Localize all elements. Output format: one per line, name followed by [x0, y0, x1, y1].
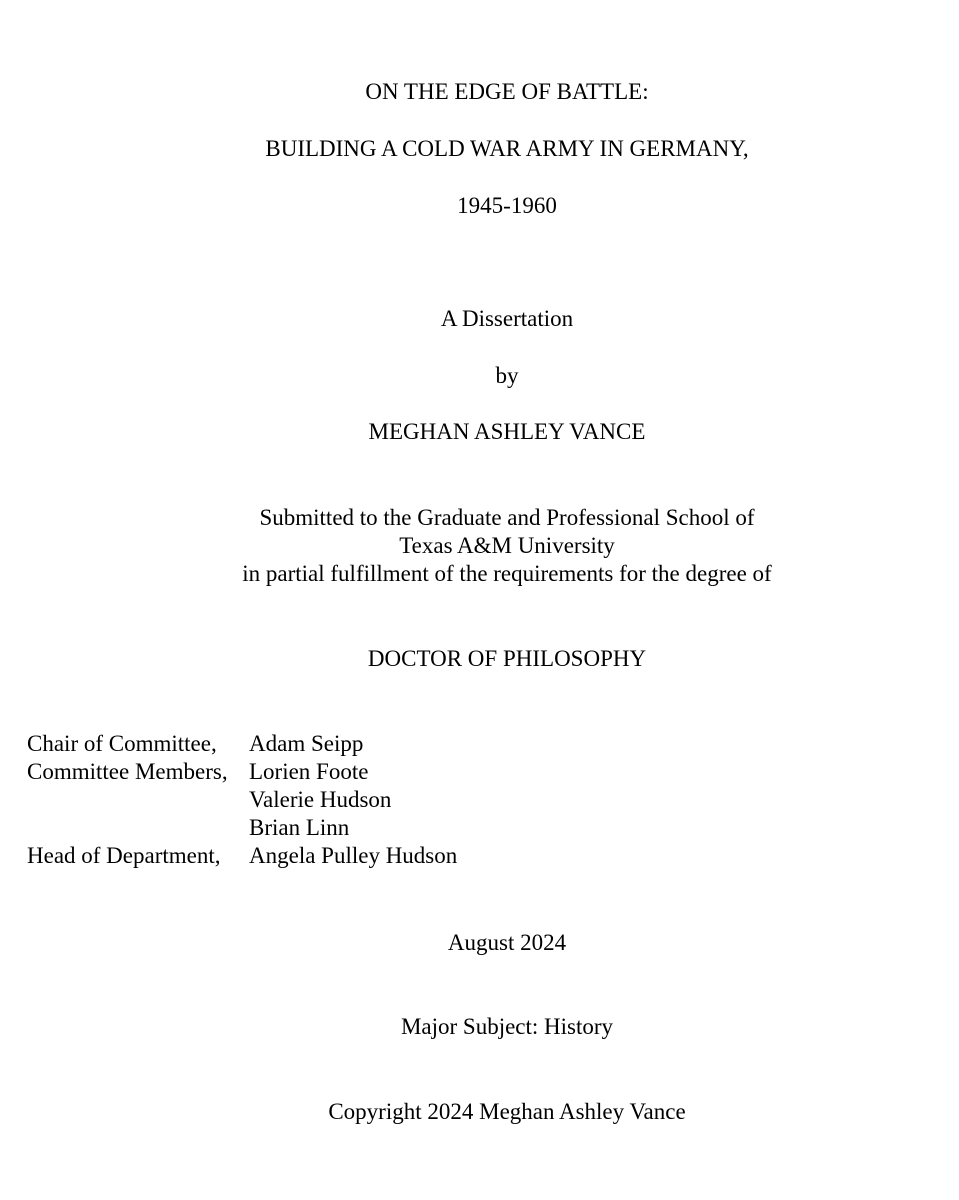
- committee-list: [27, 730, 457, 870]
- author-name: MEGHAN ASHLEY VANCE: [368, 419, 646, 444]
- title-line-2: BUILDING A COLD WAR ARMY IN GERMANY,: [265, 136, 749, 161]
- submission-statement: [0, 504, 959, 588]
- submission-line-3: in partial fulfillment of the requirements for the degree of: [242, 561, 772, 586]
- submission-line-1: Submitted to the Graduate and Professional School of: [259, 505, 755, 530]
- committee-member-name: Angela Pulley Hudson: [249, 843, 458, 868]
- degree-name: DOCTOR OF PHILOSOPHY: [367, 646, 647, 671]
- title-line-1: ON THE EDGE OF BATTLE:: [365, 79, 649, 104]
- committee-member-name: Lorien Foote: [249, 759, 369, 784]
- committee-role: Head of Department,: [27, 843, 221, 868]
- committee-role: [27, 814, 249, 842]
- committee-role: Committee Members,: [27, 759, 228, 784]
- committee-row: [27, 730, 457, 758]
- document-type: A Dissertation: [440, 306, 574, 331]
- committee-row: [27, 786, 457, 814]
- committee-row: [27, 842, 457, 870]
- committee-member-name: Adam Seipp: [249, 731, 364, 756]
- committee-member-name: Valerie Hudson: [249, 787, 392, 812]
- committee-member-name: Brian Linn: [249, 815, 350, 840]
- committee-role: Chair of Committee,: [27, 731, 217, 756]
- by-label: by: [495, 363, 519, 388]
- submission-line-2: Texas A&M University: [399, 533, 615, 558]
- committee-role: [27, 786, 249, 814]
- committee-row: [27, 758, 457, 786]
- submission-date: August 2024: [447, 930, 567, 955]
- committee-row: [27, 814, 457, 842]
- major-subject: Major Subject: History: [400, 1014, 614, 1039]
- copyright-notice: Copyright 2024 Meghan Ashley Vance: [328, 1099, 686, 1124]
- title-line-3: 1945-1960: [457, 193, 557, 218]
